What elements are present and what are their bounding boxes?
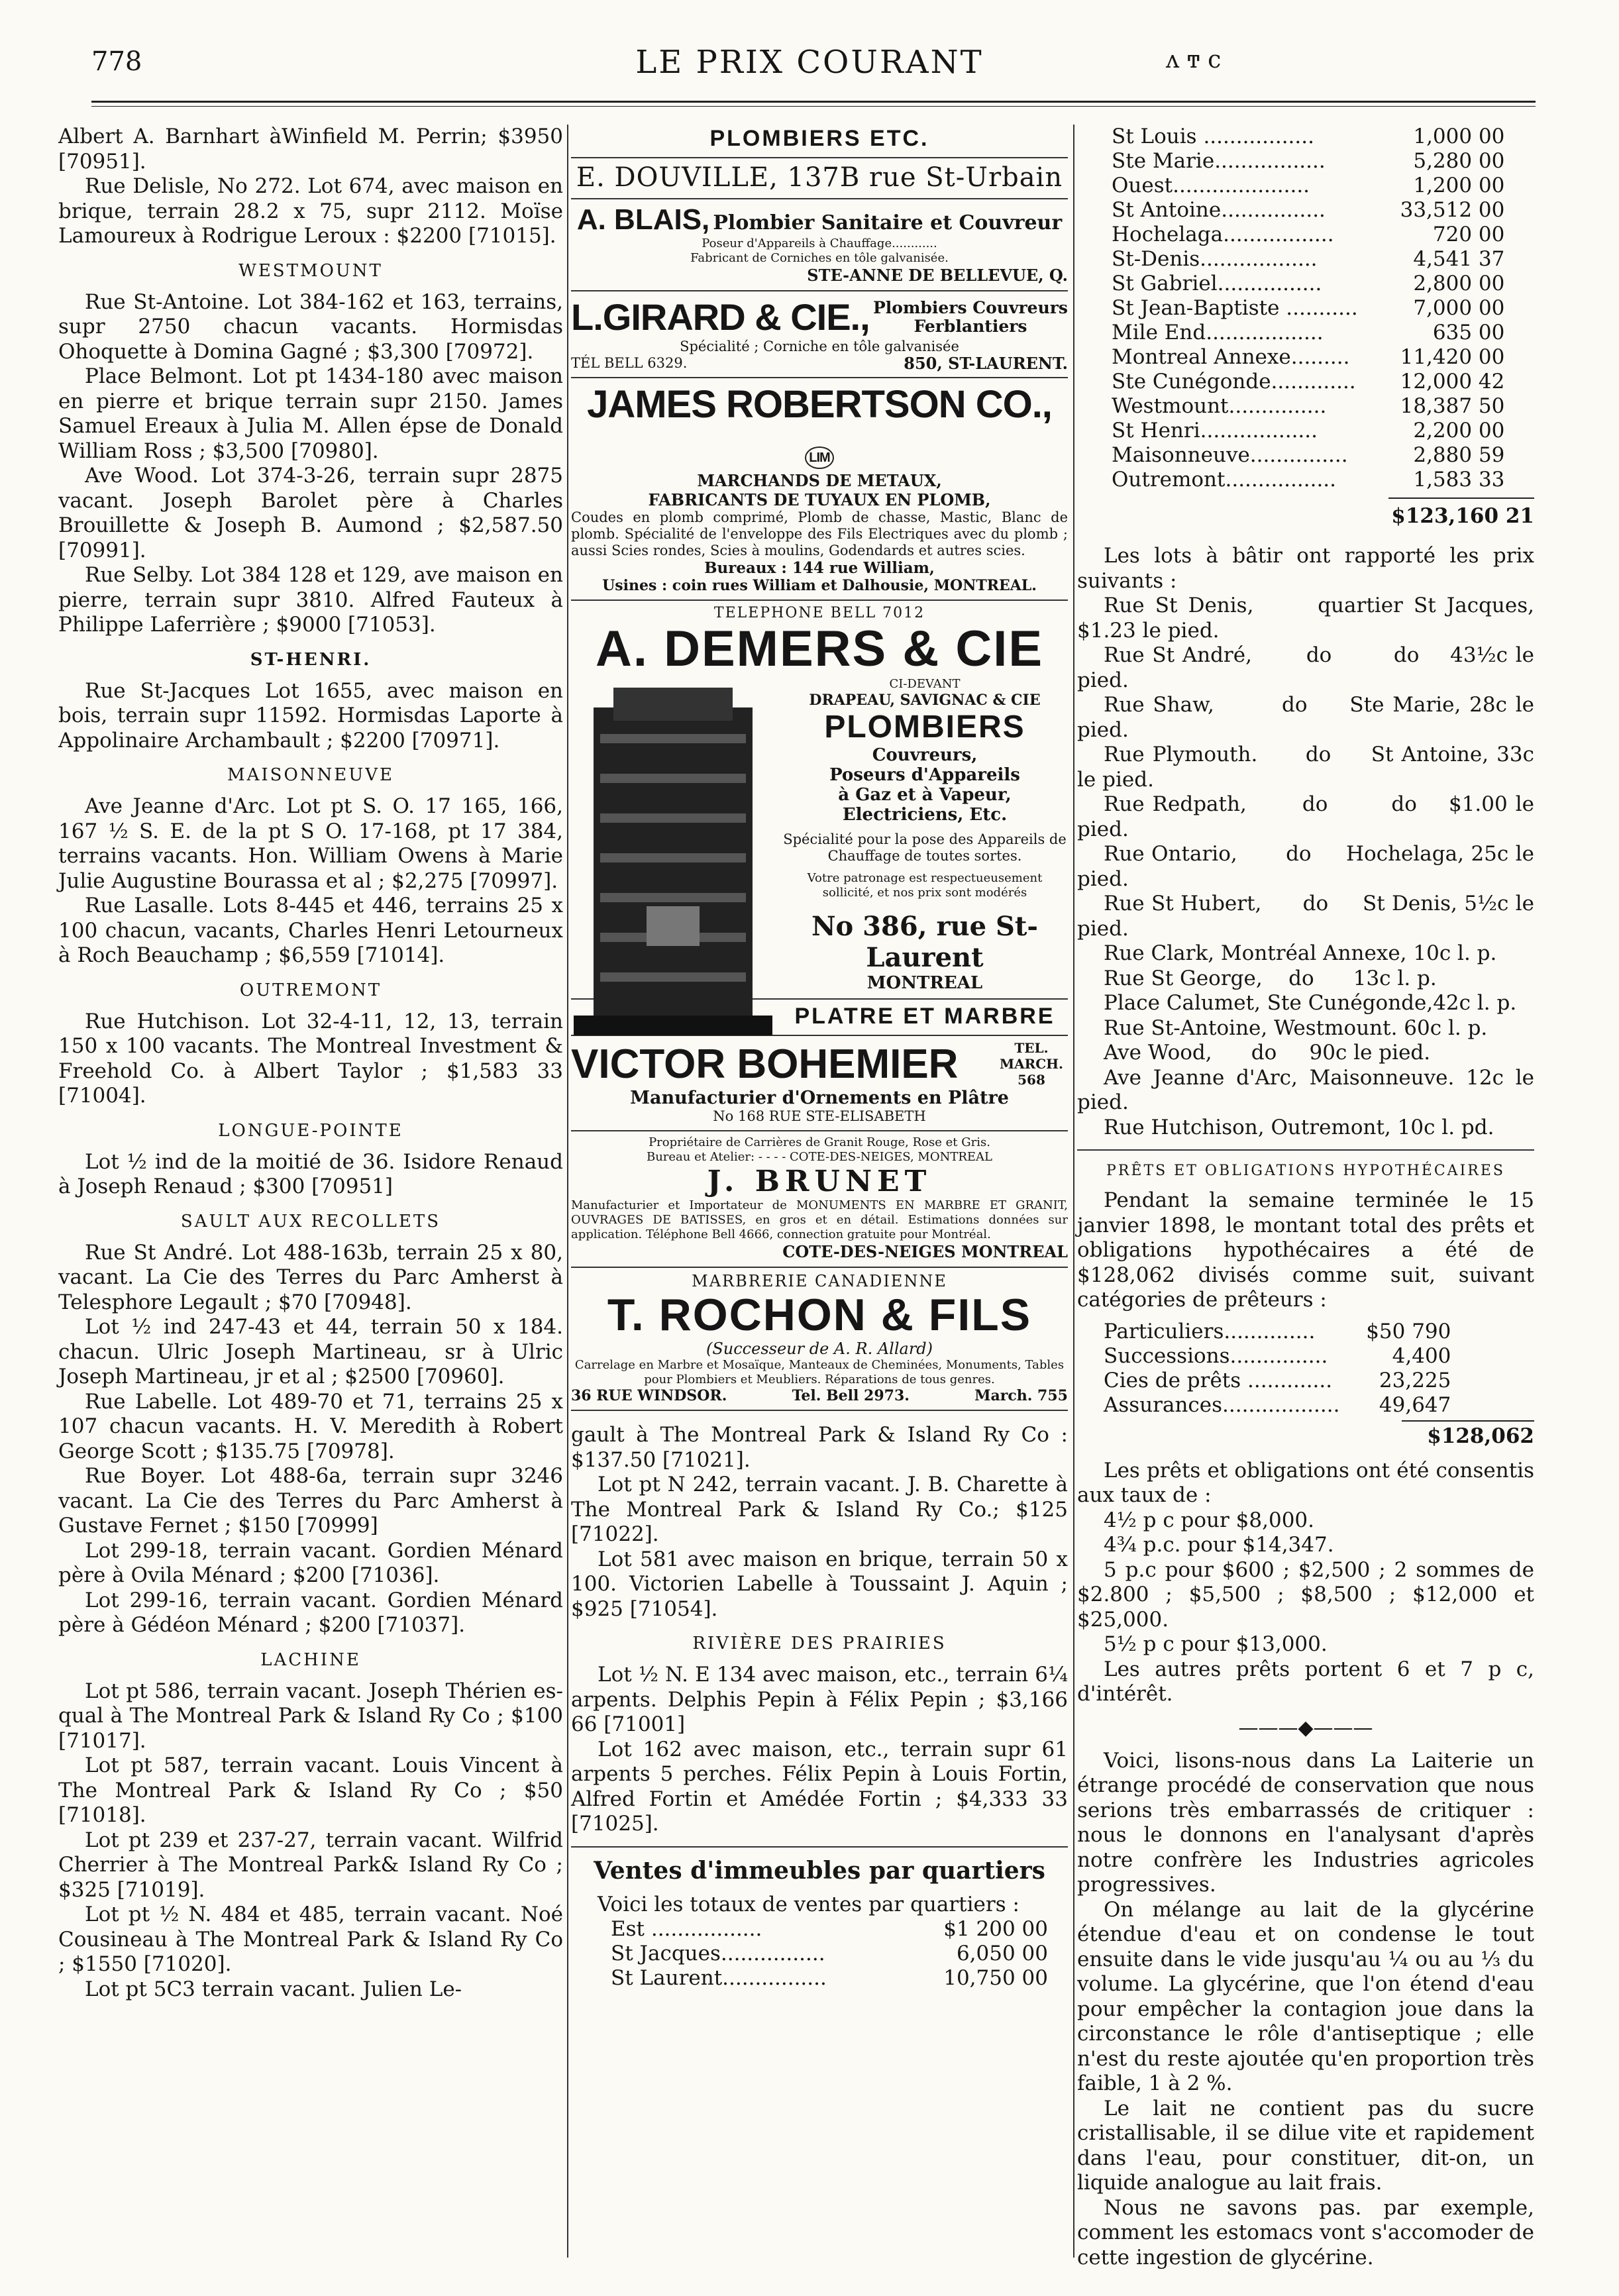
lait-paragraph: Voici, lisons-nous dans La Laiterie un étrange procédé de conservation que nous serions très embarrassés de critiquer : nous le donnons en l'analysant d'après notre confrère les Industries agricoles progressives. bbox=[1077, 1748, 1534, 1897]
district-heading: SAULT AUX RECOLLETS bbox=[180, 1211, 441, 1231]
quartiers-total: $123,160 21 bbox=[1388, 497, 1534, 528]
ventes-row-value: 6,050 00 bbox=[956, 1942, 1048, 1965]
quartier-row-value: 11,420 00 bbox=[1400, 345, 1505, 369]
district-heading: WESTMOUNT bbox=[238, 260, 383, 281]
quartier-row-value: 2,800 00 bbox=[1413, 272, 1505, 295]
entry: Albert A. Barnhart àWinfield M. Perrin; $3950 [70951]. bbox=[58, 125, 563, 174]
quartier-row bbox=[1112, 223, 1504, 247]
quartier-row-value: 2,880 59 bbox=[1413, 443, 1505, 467]
handwritten-mark: ʌ ͳ c bbox=[1166, 46, 1222, 74]
quartier-row-label: Ste Marie................. bbox=[1112, 149, 1326, 173]
page-title: LE PRIX COURANT bbox=[635, 44, 984, 81]
lot-price-item: Rue Redpath, do do $1.00 le pied. bbox=[1077, 792, 1541, 841]
boiler-illustration bbox=[574, 681, 772, 1039]
entry: Ave Wood. Lot 374-3-26, terrain supr 2875 vacant. Joseph Barolet père à Charles Brouillette & Joseph B. Aumond ; $2,587.50 [70991]. bbox=[58, 464, 563, 562]
entry: Rue Delisle, No 272. Lot 674, avec maison en brique, terrain 28.2 x 75, supr 2112. Moïse Lamoureux à Rodrigue Leroux : $2200 [71015]. bbox=[58, 174, 563, 248]
preteur-row bbox=[1104, 1393, 1451, 1418]
quartier-row-value: 2,200 00 bbox=[1413, 419, 1505, 443]
ventes-row-label: St Laurent................ bbox=[611, 1966, 827, 1990]
lots-list bbox=[1077, 594, 1541, 1140]
entry: Lot ½ ind 247-43 et 44, terrain 50 x 184. chacun. Ulric Joseph Martineau, sr à Ulric Joseph Martineau, jr et al ; $2500 [70960]. bbox=[58, 1315, 563, 1388]
entry: Lot pt 5C3 terrain vacant. Julien Le- bbox=[85, 1977, 462, 2001]
lot-price-item: Rue Plymouth. do St Antoine, 33c le pied. bbox=[1077, 743, 1541, 792]
entry: Lot 581 avec maison en brique, terrain 50 x 100. Victorien Labelle à Toussaint J. Aquin ; $925 [71054]. bbox=[571, 1547, 1068, 1621]
preteur-row-value: $50 790 bbox=[1366, 1319, 1451, 1343]
preteur-row-value: 4,400 bbox=[1392, 1343, 1451, 1368]
quartier-row-value: 720 00 bbox=[1432, 223, 1505, 246]
column-2 bbox=[571, 125, 1068, 2264]
lot-price-item: Rue St Denis, quartier St Jacques, $1.23 le pied. bbox=[1077, 594, 1541, 643]
ad-rochon: MARBRERIE CANADIENNE T. ROCHON & FILS (Successeur de A. R. Allard) Carrelage en Marbre et Mosaïque, Manteaux de Cheminées, Monuments, Tables pour Plombiers et Meubliers. Réparations de tous genres. 36 RUE WINDSOR. Tel. Bell 2973. March. 755 bbox=[571, 1268, 1068, 1411]
preteurs-total: $128,062 bbox=[1402, 1420, 1534, 1448]
quartier-row-value: 635 00 bbox=[1432, 321, 1505, 344]
quartier-row-value: 7,000 00 bbox=[1413, 296, 1505, 320]
lot-price-item: Place Calumet, Ste Cunégonde,42c l. p. bbox=[1104, 991, 1517, 1015]
ornament-divider: ———◆——— bbox=[1238, 1716, 1373, 1740]
preteur-row bbox=[1104, 1344, 1451, 1369]
preteur-row bbox=[1104, 1320, 1451, 1344]
section-title-ventes: Ventes d'immeubles par quartiers bbox=[594, 1856, 1045, 1885]
quartier-row-label: St Jean-Baptiste ........... bbox=[1112, 296, 1358, 320]
lot-price-item: Rue St George, do 13c l. p. bbox=[1104, 966, 1437, 990]
lots-intro: Les lots à bâtir ont rapporté les prix suivants : bbox=[1077, 544, 1534, 593]
page-number: 778 bbox=[91, 46, 142, 77]
quartier-row-value: 4,541 37 bbox=[1413, 247, 1505, 271]
preteurs-table bbox=[1104, 1320, 1451, 1418]
quartier-row-label: Maisonneuve............... bbox=[1112, 443, 1348, 467]
ventes-row bbox=[611, 1966, 1048, 1991]
preteur-row-label: Successions............... bbox=[1104, 1343, 1328, 1368]
quartier-row bbox=[1112, 345, 1504, 370]
quartier-row bbox=[1112, 370, 1504, 394]
taux-item: 4½ p c pour $8,000. bbox=[1104, 1508, 1315, 1532]
ventes-row bbox=[611, 1917, 1048, 1942]
page-header bbox=[0, 40, 1619, 93]
quartier-row-value: 1,583 33 bbox=[1413, 468, 1505, 492]
entry: Lot ½ N. E 134 avec maison, etc., terrain 6¼ arpents. Delphis Pepin à Félix Pepin ; $3,166 66 [71001] bbox=[571, 1663, 1068, 1736]
entry: Rue Lasalle. Lots 8-445 et 446, terrains 25 x 100 chacun, vacants, Charles Henri Letourneux à Roch Beauchamp ; $6,559 [71014]. bbox=[58, 894, 563, 967]
lot-price-item: Rue Ontario, do Hochelaga, 25c le pied. bbox=[1077, 842, 1541, 891]
quartier-row bbox=[1112, 149, 1504, 174]
ad-bohemier: VICTOR BOHEMIER TEL. MARCH. 568 Manufacturier d'Ornements en Plâtre No 168 RUE STE-ELISABETH bbox=[571, 1036, 1068, 1131]
district-heading: OUTREMONT bbox=[239, 980, 382, 1000]
preteur-row-label: Assurances.................. bbox=[1104, 1392, 1340, 1417]
quartier-row bbox=[1112, 394, 1504, 419]
entry: Place Belmont. Lot pt 1434-180 avec maison en pierre et brique terrain supr 2150. James Samuel Ereaux à Julia M. Allen épse de Donald William Ross ; $3,500 [70980]. bbox=[58, 364, 563, 463]
lait-paragraph: Le lait ne contient pas du sucre cristallisable, il se dilue vite et rapidement dans l'eau, pour constituer, dit-on, un liquide analogue au lait frais. bbox=[1077, 2096, 1534, 2195]
lot-price-item: Ave Wood, do 90c le pied. bbox=[1104, 1041, 1431, 1065]
column-1 bbox=[58, 125, 563, 2264]
ventes-table bbox=[611, 1917, 1048, 1991]
column-3 bbox=[1077, 125, 1541, 2270]
lot-price-item: Rue St André, do do 43½c le pied. bbox=[1077, 643, 1541, 692]
quartier-row-label: St Henri.................. bbox=[1112, 419, 1318, 443]
district-heading: ST-HENRI. bbox=[250, 649, 372, 670]
entry: Rue Selby. Lot 384 128 et 129, ave maison en pierre, terrain supr 3810. Alfred Fauteux à Philippe Laferrière ; $9000 [71053]. bbox=[58, 563, 563, 637]
ad-brunet: Propriétaire de Carrières de Granit Rouge, Rose et Gris. Bureau et Atelier: - - - - COTE-DES-NEIGES, MONTREAL J. BRUNET Manufacturier et Importateur de MONUMENTS EN MARBRE ET GRANIT, OUVRAGES DE BATISSES, en gros et en détail. Estimations données sur application. Téléphone Bell 4666, connection gratuite pour Montréal. COTE-DES-NEIGES MONTREAL bbox=[571, 1131, 1068, 1268]
quartier-row-value: 18,387 50 bbox=[1400, 394, 1505, 418]
ad-girard: L.GIRARD & CIE., Plombiers Couvreurs Ferblantiers Spécialité ; Corniche en tôle galvanisée TÉL BELL 6329. 850, ST-LAURENT. bbox=[571, 291, 1068, 378]
lait-paragraph: Nous ne savons pas. par exemple, comment les estomacs vont s'accomoder de cette ingestion de glycérine. bbox=[1077, 2195, 1534, 2270]
district-heading: LACHINE bbox=[260, 1649, 361, 1670]
quartier-row-label: Outremont................. bbox=[1112, 468, 1337, 492]
quartier-row bbox=[1112, 174, 1504, 198]
ad-douville: E. DOUVILLE, 137B rue St-Urbain bbox=[571, 158, 1068, 199]
district-heading: MAISONNEUVE bbox=[227, 765, 394, 785]
entry: Lot pt 587, terrain vacant. Louis Vincent à The Montreal Park & Island Ry Co ; $50 [71018]. bbox=[58, 1753, 563, 1827]
preteur-row bbox=[1104, 1369, 1451, 1393]
quartier-row-value: 33,512 00 bbox=[1400, 198, 1505, 222]
ad-blais: A. BLAIS, Plombier Sanitaire et Couvreur Poseur d'Appareils à Chauffage............ Fabricant de Corniches en tôle galvanisée. STE-ANNE DE BELLEVUE, Q. bbox=[571, 199, 1068, 291]
section-heading-plombiers: PLOMBIERS ETC. bbox=[571, 125, 1068, 158]
taux-item: 5½ p c pour $13,000. bbox=[1104, 1632, 1328, 1656]
lait-paragraph: On mélange au lait de la glycérine étendue d'eau et on condense le tout ensuite dans le vide jusqu'au ¼ ou au ⅓ du volume. La glycérine, que l'on étend d'eau pour empêcher la contagion joue dans la circonstance le rôle d'antiseptique ; elle n'est du reste ajoutée qu'en proportion très faible, 1 à 2 %. bbox=[1077, 1897, 1534, 2095]
quartier-row bbox=[1112, 272, 1504, 296]
taux-intro: Les prêts et obligations ont été consentis aux taux de : bbox=[1077, 1458, 1534, 1507]
quartier-row-label: Hochelaga................. bbox=[1112, 223, 1334, 246]
lot-price-item: Rue Hutchison, Outremont, 10c l. pd. bbox=[1104, 1115, 1494, 1139]
entry: Rue Hutchison. Lot 32-4-11, 12, 13, terrain 150 x 100 vacants. The Montreal Investment & Freehold Co. à Albert Taylor ; $1,583 33 [71004]. bbox=[58, 1009, 563, 1108]
entry: Lot 299-16, terrain vacant. Gordien Ménard père à Gédéon Ménard ; $200 [71037]. bbox=[58, 1588, 563, 1637]
taux-autres: Les autres prêts portent 6 et 7 p c, d'intérêt. bbox=[1077, 1657, 1534, 1706]
lot-price-item: Rue St Hubert, do St Denis, 5½c le pied. bbox=[1077, 892, 1541, 941]
entry: Rue St André. Lot 488-163b, terrain 25 x 80, vacant. La Cie des Terres du Parc Amherst à Telesphore Legault ; $70 [70948]. bbox=[58, 1240, 563, 1314]
ventes-row-value: $1 200 00 bbox=[943, 1917, 1048, 1941]
quartier-row bbox=[1112, 198, 1504, 223]
entry: Lot pt 586, terrain vacant. Joseph Thérien es-qual à The Montreal Park & Island Ry Co ; $100 [71017]. bbox=[58, 1679, 563, 1753]
quartier-row bbox=[1112, 419, 1504, 443]
quartier-row-label: St Gabriel................ bbox=[1112, 272, 1322, 295]
prets-heading: PRÊTS ET OBLIGATIONS HYPOTHÉCAIRES bbox=[1106, 1163, 1505, 1179]
quartier-row-label: St Louis ................. bbox=[1112, 125, 1314, 148]
ventes-row bbox=[611, 1942, 1048, 1966]
taux-item: 5 p.c pour $600 ; $2,500 ; 2 sommes de $2.800 ; $5,500 ; $8,500 ; $12,000 et $25,000. bbox=[1077, 1557, 1541, 1632]
prets-paragraph: Pendant la semaine terminée le 15 janvier 1898, le montant total des prêts et obligations hypothécaires a été de $128,062 divisés comme suit, suivant catégories de prêteurs : bbox=[1077, 1188, 1534, 1312]
quartiers-table bbox=[1112, 125, 1504, 492]
section-heading-platre: PLATRE ET MARBRE bbox=[571, 1000, 1068, 1036]
quartier-row-value: 5,280 00 bbox=[1413, 149, 1505, 173]
quartier-row bbox=[1112, 247, 1504, 272]
column-divider-2 bbox=[1073, 125, 1074, 2258]
quartier-row bbox=[1112, 296, 1504, 321]
quartier-row-label: Westmount............... bbox=[1112, 394, 1327, 418]
taux-list bbox=[1077, 1508, 1541, 1657]
ventes-row-label: Est ................. bbox=[611, 1917, 762, 1941]
entry: Rue St-Antoine. Lot 384-162 et 163, terrains, supr 2750 chacun vacants. Hormisdas Ohoquette à Domina Gagné ; $3,300 [70972]. bbox=[58, 289, 563, 364]
district-heading: LONGUE-POINTE bbox=[218, 1120, 403, 1141]
quartier-row bbox=[1112, 125, 1504, 149]
quartier-row-label: St Antoine................ bbox=[1112, 198, 1326, 222]
entry: Lot 299-18, terrain vacant. Gordien Ménard père à Ovila Ménard ; $200 [71036]. bbox=[58, 1538, 563, 1587]
entry: Lot pt ½ N. 484 et 485, terrain vacant. Noé Cousineau à The Montreal Park & Island Ry Co ; $1550 [71020]. bbox=[58, 1903, 563, 1976]
quartier-row bbox=[1112, 468, 1504, 492]
district-heading: RIVIÈRE DES PRAIRIES bbox=[692, 1634, 947, 1653]
lot-price-item: Rue Clark, Montréal Annexe, 10c l. p. bbox=[1104, 941, 1497, 965]
ad-james-robertson: JAMES ROBERTSON CO., LIM MARCHANDS DE METAUX, FABRICANTS DE TUYAUX EN PLOMB, Coudes en plomb comprimé, Plomb de chasse, Mastic, Blanc de plomb. Spécialité de l'enveloppe des Fils Electriques avec du plomb ; aussi Scies rondes, Scies à moulins, Godendards et autres scies. Bureaux : 144 rue William, Usines : coin rues William et Dalhousie, MONTREAL. bbox=[571, 378, 1068, 601]
preteur-row-label: Particuliers.............. bbox=[1104, 1319, 1316, 1343]
ventes-intro: Voici les totaux de ventes par quartiers : bbox=[598, 1892, 1019, 1916]
header-rule-thin bbox=[91, 106, 1536, 107]
ventes-row-value: 10,750 00 bbox=[943, 1966, 1048, 1990]
quartier-row bbox=[1112, 321, 1504, 345]
lot-price-item: Ave Jeanne d'Arc, Maisonneuve. 12c le pied. bbox=[1077, 1065, 1541, 1114]
entry: Rue Boyer. Lot 488-6a, terrain supr 3246 vacant. La Cie des Terres du Parc Amherst à Gustave Fernet ; $150 [70999] bbox=[58, 1464, 563, 1538]
preteur-row-value: 23,225 bbox=[1379, 1368, 1451, 1392]
header-rule bbox=[91, 101, 1536, 103]
quartier-row-label: St-Denis.................. bbox=[1112, 247, 1318, 271]
entry: Lot 162 avec maison, etc., terrain supr 61 arpents 5 perches. Félix Pepin à Louis Fortin, Alfred Fortin et Amédée Fortin ; $4,333 33 [71025]. bbox=[571, 1737, 1068, 1836]
entry: Lot pt N 242, terrain vacant. J. B. Charette à The Montreal Park & Island Ry Co.; $125 [71022]. bbox=[571, 1473, 1068, 1546]
quartier-row-label: Mile End.................. bbox=[1112, 321, 1324, 344]
lot-price-item: Rue St-Antoine, Westmount. 60c l. p. bbox=[1104, 1016, 1488, 1040]
preteur-row-label: Cies de prêts ............. bbox=[1104, 1368, 1333, 1392]
entry: Ave Jeanne d'Arc. Lot pt S. O. 17 165, 166, 167 ½ S. E. de la pt S O. 17-168, pt 17 384, terrains vacants. Hon. William Owens à Marie Julie Augustine Bourassa et al ; $2,275 [70997]. bbox=[58, 794, 563, 893]
entry: Rue St-Jacques Lot 1655, avec maison en bois, terrain supr 11592. Hormisdas Laporte à Appolinaire Archambault ; $2200 [70971]. bbox=[58, 678, 563, 753]
quartier-row-value: 12,000 42 bbox=[1400, 370, 1505, 393]
preteur-row-value: 49,647 bbox=[1379, 1392, 1451, 1417]
quartier-row-label: Ste Cunégonde............. bbox=[1112, 370, 1356, 393]
quartier-row bbox=[1112, 443, 1504, 468]
ad-demers: TELEPHONE BELL 7012 A. DEMERS & CIE CI-DEVANT DRAPEAU, SAVIGNAC & CIE PLOMBIERS Couvreurs, Poseurs d'Appareils à Gaz et à Vapeur, Electriciens, Etc. Spécialité pour la pose des Appareils de Chauffage de toutes sortes. Votre patronage est respectueusement sollicité, et nos prix sont modérés No 386, rue St-Laurent MONTREAL bbox=[571, 601, 1068, 1000]
quartier-row-value: 1,200 00 bbox=[1413, 174, 1505, 197]
entry: Lot ½ ind de la moitié de 36. Isidore Renaud à Joseph Renaud ; $300 [70951] bbox=[58, 1149, 563, 1198]
quartier-row-label: Montreal Annexe......... bbox=[1112, 345, 1350, 369]
column-divider-1 bbox=[567, 125, 568, 2258]
ventes-row-label: St Jacques................ bbox=[611, 1942, 825, 1965]
entry: gault à The Montreal Park & Island Ry Co : $137.50 [71021]. bbox=[571, 1423, 1068, 1472]
lot-price-item: Rue Shaw, do Ste Marie, 28c le pied. bbox=[1077, 693, 1541, 742]
taux-item: 4¾ p.c. pour $14,347. bbox=[1104, 1533, 1334, 1557]
entry: Rue Labelle. Lot 489-70 et 71, terrains 25 x 107 chacun vacants. H. V. Meredith à Robert George Scott ; $135.75 [70978]. bbox=[58, 1389, 563, 1463]
quartier-row-value: 1,000 00 bbox=[1413, 125, 1505, 148]
quartier-row-label: Ouest..................... bbox=[1112, 174, 1310, 197]
entry: Lot pt 239 et 237-27, terrain vacant. Wilfrid Cherrier à The Montreal Park& Island Ry Co ; $325 [71019]. bbox=[58, 1828, 563, 1902]
